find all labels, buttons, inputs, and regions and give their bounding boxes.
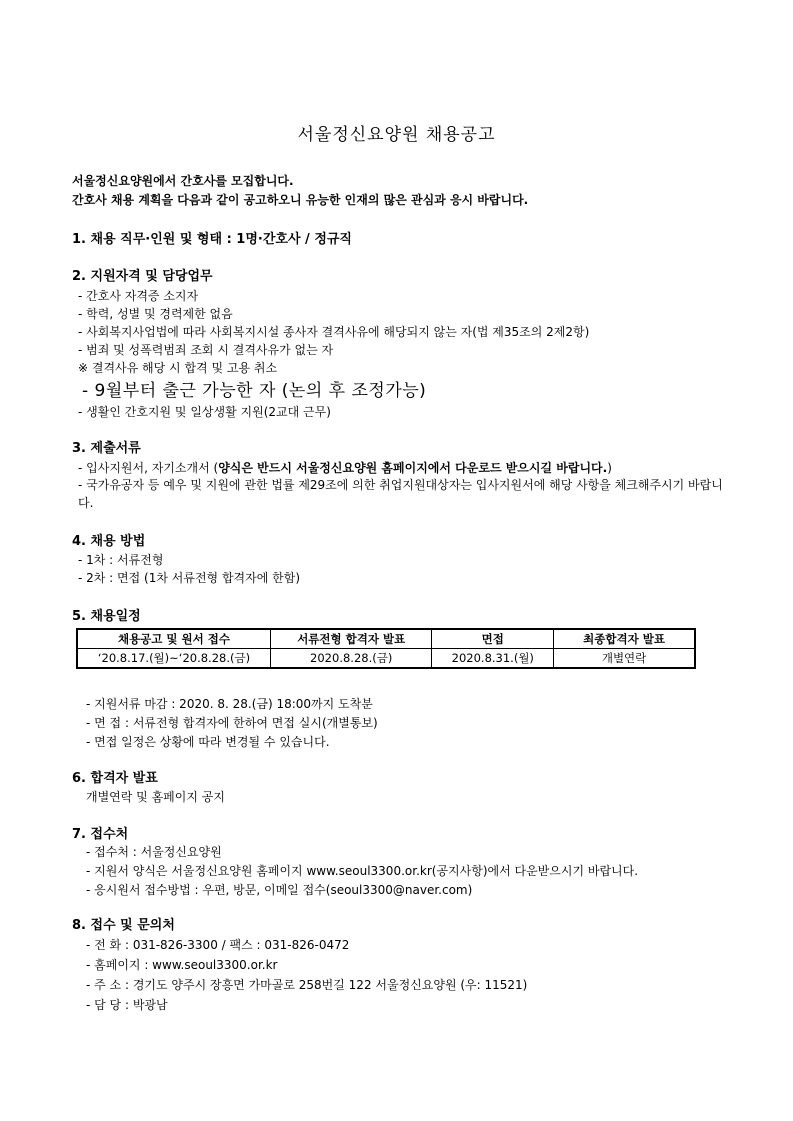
schedule-header-cell: 면접	[432, 629, 554, 649]
section-5-heading: 5. 채용일정	[72, 609, 141, 624]
s2-item-3: - 사회복지사업법에 따라 사회복지시설 종사자 결격사유에 해당되지 않는 자(법 제35조의 2제2항)	[78, 325, 590, 339]
s2-item-4: - 범죄 및 성폭력범죄 조회 시 결격사유가 없는 자	[78, 343, 334, 357]
s3-item-2: - 국가유공자 등 예우 및 지원에 관한 법률 제29조에 의한 취업지원대상자는 입사지원서에 해당 사항을 체크해주시기 바랍니다.	[78, 478, 723, 510]
s5-note-3: - 면접 일정은 상황에 따라 변경될 수 있습니다.	[86, 735, 330, 749]
s2-item-1: - 간호사 자격증 소지자	[78, 289, 199, 303]
section-1-heading: 1. 채용 직무·인원 및 형태 : 1명·간호사 / 정규직	[72, 232, 352, 247]
schedule-row	[77, 649, 695, 669]
s2-item-2: - 학력, 성별 및 경력제한 없음	[78, 307, 233, 321]
schedule-table	[76, 628, 696, 669]
s3-item-1	[78, 459, 612, 476]
section-7-heading: 7. 접수처	[72, 827, 129, 842]
s3-item-1-suffix: )	[607, 461, 612, 475]
s2-note: ※ 결격사유 해당 시 합격 및 고용 취소	[78, 361, 278, 375]
schedule-cell: 2020.8.31.(월)	[432, 649, 554, 669]
section-6-heading: 6. 합격자 발표	[72, 771, 158, 786]
schedule-header-cell: 최종합격자 발표	[554, 629, 695, 649]
s4-item-1: - 1차 : 서류전형	[78, 553, 164, 567]
schedule-cell: 2020.8.28.(금)	[270, 649, 432, 669]
schedule-cell: ‘20.8.17.(월)~‘20.8.28.(금)	[77, 649, 270, 669]
schedule-header-cell: 채용공고 및 원서 접수	[77, 629, 270, 649]
schedule-header-cell: 서류전형 합격자 발표	[270, 629, 432, 649]
s2-highlight: - 9월부터 출근 가능한 자 (논의 후 조정가능)	[82, 381, 427, 401]
s5-note-2: - 면 접 : 서류전형 합격자에 한하여 면접 실시(개별통보)	[86, 716, 378, 730]
s8-item-4: - 담 당 : 박광남	[86, 998, 168, 1012]
s5-note-1: - 지원서류 마감 : 2020. 8. 28.(금) 18:00까지 도착분	[86, 697, 373, 711]
s7-item-2: - 지원서 양식은 서울정신요양원 홈페이지 www.seoul3300.or.kr(공지사항)에서 다운받으시기 바랍니다.	[86, 864, 639, 878]
section-8-heading: 8. 접수 및 문의처	[72, 918, 175, 933]
s2-item-last: - 생활인 간호지원 및 일상생활 지원(2교대 근무)	[78, 405, 331, 419]
schedule-header-row	[77, 629, 695, 649]
page-title: 서울정신요양원 채용공고	[297, 125, 496, 145]
s6-text: 개별연락 및 홈페이지 공지	[86, 790, 225, 804]
section-3-heading: 3. 제출서류	[72, 441, 141, 456]
intro-line-1: 서울정신요양원에서 간호사를 모집합니다.	[72, 174, 294, 188]
intro-text	[72, 172, 528, 210]
schedule-cell: 개별연락	[554, 649, 695, 669]
s3-item-1-bold: 양식은 반드시 서울정신요양원 홈페이지에서 다운로드 받으시길 바랍니다.	[218, 461, 608, 475]
s4-item-2: - 2차 : 면접 (1차 서류전형 합격자에 한함)	[78, 571, 300, 585]
s8-item-3: - 주 소 : 경기도 양주시 장흥면 가마골로 258번길 122 서울정신요양원 (우: 11521)	[86, 978, 528, 992]
s3-item-1-prefix: - 입사지원서, 자기소개서 (	[78, 461, 219, 475]
s7-item-3: - 응시원서 접수방법 : 우편, 방문, 이메일 접수(seoul3300@naver.com)	[86, 883, 473, 897]
intro-line-2: 간호사 채용 계획을 다음과 같이 공고하오니 유능한 인재의 많은 관심과 응시 바랍니다.	[72, 193, 529, 207]
section-2-heading: 2. 지원자격 및 담당업무	[72, 269, 213, 284]
s7-item-1: - 접수처 : 서울정신요양원	[86, 845, 222, 859]
s8-item-1: - 전 화 : 031-826-3300 / 팩스 : 031-826-0472	[86, 938, 350, 952]
section-4-heading: 4. 채용 방법	[72, 534, 146, 549]
s8-item-2: - 홈페이지 : www.seoul3300.or.kr	[86, 958, 278, 972]
